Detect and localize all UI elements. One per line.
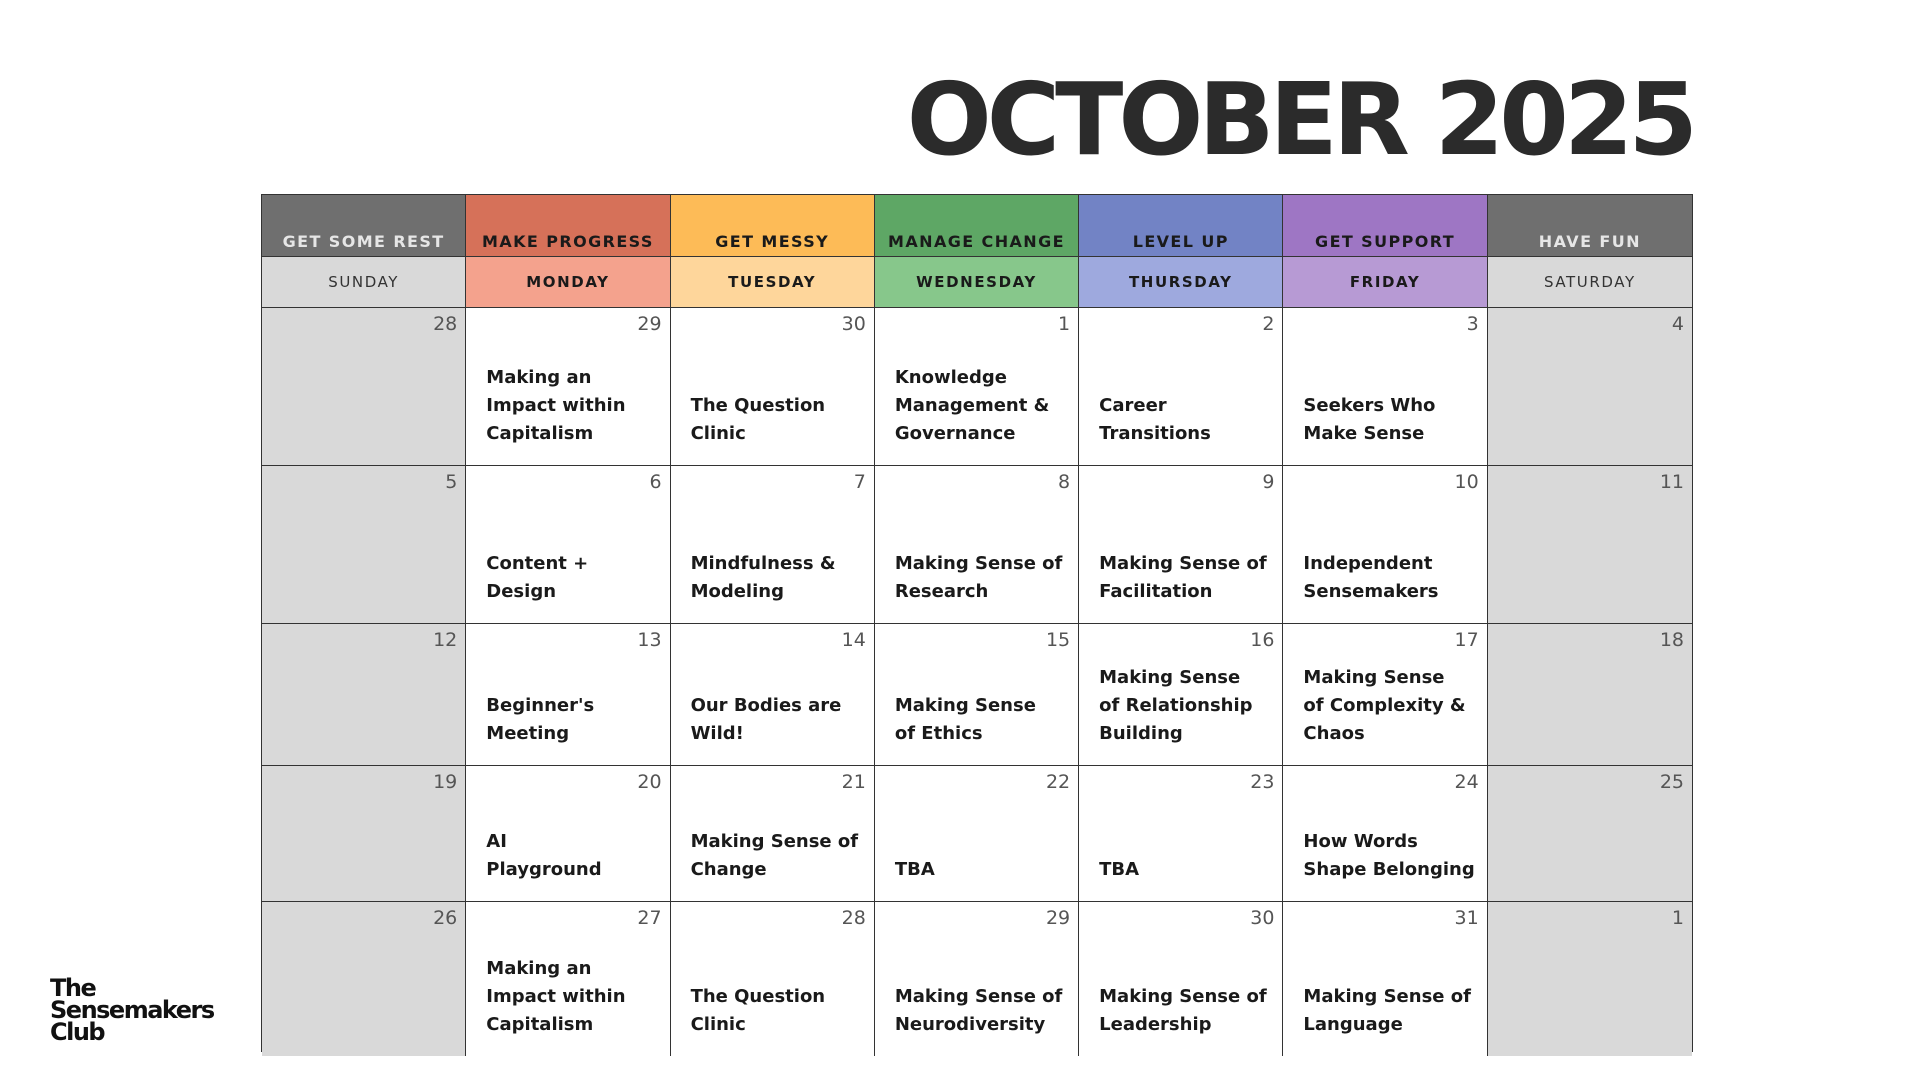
calendar-day-cell[interactable] [671,466,875,624]
calendar-day-cell[interactable] [875,902,1079,1056]
calendar-grid [261,194,1693,1052]
event-title[interactable]: Making Sense of Relationship Building [1099,667,1253,744]
calendar-day-cell[interactable] [262,624,466,766]
event-title[interactable]: Making Sense of Facilitation [1099,553,1267,602]
calendar-day-cell[interactable] [671,902,875,1056]
weekday-header: THURSDAY [1079,257,1283,308]
event-title[interactable]: Knowledge Management & Governance [894,367,1050,444]
calendar-day-cell[interactable] [1488,624,1692,766]
event-title[interactable]: Making Sense of Language [1303,986,1471,1035]
day-number: 16 [1250,629,1275,651]
event-title[interactable]: Making Sense of Complexity & Chaos [1303,667,1466,744]
day-number: 8 [1058,471,1071,493]
calendar-day-cell[interactable] [1079,466,1283,624]
logo: The Sensemakers Club [50,974,214,1046]
day-number: 20 [637,771,662,793]
event-title[interactable]: Making Sense of Research [894,553,1063,602]
weekday-header: MONDAY [466,257,670,308]
day-number: 12 [433,629,458,651]
calendar-day-cell[interactable] [671,624,875,766]
calendar-day-cell[interactable] [1488,466,1692,624]
day-number: 30 [1250,907,1275,929]
calendar-day-cell[interactable] [262,466,466,624]
day-number: 29 [1045,907,1071,929]
event-title[interactable]: AI Playground [486,831,602,880]
theme-header: HAVE FUN [1488,195,1692,257]
day-number: 27 [637,907,662,929]
calendar-day-cell[interactable] [466,766,670,902]
day-number: 26 [433,907,458,929]
calendar-day-cell[interactable] [1079,624,1283,766]
day-number: 7 [853,471,866,493]
calendar-day-cell[interactable] [262,902,466,1056]
event-title[interactable]: Mindfulness & Modeling [690,553,836,602]
calendar-day-cell[interactable] [875,308,1079,466]
day-number: 28 [433,313,458,335]
calendar-day-cell[interactable] [1488,902,1692,1056]
day-number: 3 [1466,313,1479,335]
event-title[interactable]: Seekers Who Make Sense [1303,395,1436,444]
event-title[interactable]: Making Sense of Leadership [1099,986,1267,1035]
day-number: 11 [1659,471,1684,493]
calendar-day-cell[interactable] [875,766,1079,902]
event-title[interactable]: TBA [894,859,935,880]
calendar-day-cell[interactable] [875,466,1079,624]
day-number: 23 [1250,771,1275,793]
event-title[interactable]: Making an Impact within Capitalism [486,367,626,444]
calendar-day-cell[interactable] [262,308,466,466]
calendar-day-cell[interactable] [466,624,670,766]
day-number: 17 [1454,629,1479,651]
calendar-day-cell[interactable] [671,308,875,466]
event-title[interactable]: Beginner's Meeting [486,695,595,744]
calendar-day-cell[interactable] [1283,766,1487,902]
day-number: 5 [445,471,458,493]
day-number: 22 [1045,771,1071,793]
calendar-day-cell[interactable] [1488,766,1692,902]
day-number: 28 [841,907,866,929]
day-number: 25 [1659,771,1684,793]
calendar-day-cell[interactable] [1283,308,1487,466]
weekday-header: WEDNESDAY [875,257,1079,308]
day-number: 19 [433,771,458,793]
theme-header: MANAGE CHANGE [875,195,1079,257]
page-title: OCTOBER 2025 [906,61,1693,178]
calendar-day-cell[interactable] [671,766,875,902]
event-title[interactable]: Making an Impact within Capitalism [486,958,626,1035]
day-number: 29 [637,313,662,335]
weekday-header: SATURDAY [1488,257,1692,308]
calendar-day-cell[interactable] [1283,902,1487,1056]
calendar-day-cell[interactable] [466,308,670,466]
day-number: 10 [1454,471,1479,493]
event-title[interactable]: Making Sense of Ethics [894,695,1036,744]
weekday-header: FRIDAY [1283,257,1487,308]
event-title[interactable]: TBA [1099,859,1140,880]
day-number: 14 [841,629,866,651]
day-number: 1 [1671,907,1684,929]
calendar-day-cell[interactable] [875,624,1079,766]
event-title[interactable]: Content + Design [486,553,589,602]
event-title[interactable]: Our Bodies are Wild! [690,695,842,744]
event-title[interactable]: Making Sense of Change [690,831,859,880]
calendar-day-cell[interactable] [1079,308,1283,466]
calendar-day-cell[interactable] [1079,766,1283,902]
theme-header: LEVEL UP [1079,195,1283,257]
theme-header: MAKE PROGRESS [466,195,670,257]
day-number: 24 [1454,771,1479,793]
calendar-day-cell[interactable] [466,902,670,1056]
event-title[interactable]: Career Transitions [1099,395,1211,444]
day-number: 4 [1671,313,1684,335]
day-number: 1 [1058,313,1071,335]
day-number: 21 [841,771,866,793]
calendar-day-cell[interactable] [466,466,670,624]
event-title[interactable]: The Question Clinic [690,395,826,444]
weekday-header: SUNDAY [262,257,466,308]
day-number: 2 [1262,313,1275,335]
day-number: 18 [1659,629,1684,651]
day-number: 30 [841,313,866,335]
day-number: 6 [649,471,662,493]
calendar-day-cell[interactable] [1079,902,1283,1056]
theme-header: GET SUPPORT [1283,195,1487,257]
event-title[interactable]: Making Sense of Neurodiversity [894,986,1063,1035]
event-title[interactable]: The Question Clinic [690,986,826,1035]
calendar-day-cell[interactable] [1283,624,1487,766]
weekday-header: TUESDAY [671,257,875,308]
day-number: 15 [1045,629,1071,651]
theme-header: GET MESSY [671,195,875,257]
day-number: 9 [1262,471,1275,493]
calendar-day-cell[interactable] [1488,308,1692,466]
event-title[interactable]: How Words Shape Belonging [1303,831,1475,880]
day-number: 13 [637,629,662,651]
event-title[interactable]: Independent Sensemakers [1303,553,1439,602]
theme-header: GET SOME REST [262,195,466,257]
calendar-day-cell[interactable] [1283,466,1487,624]
calendar-day-cell[interactable] [262,766,466,902]
day-number: 31 [1454,907,1479,929]
